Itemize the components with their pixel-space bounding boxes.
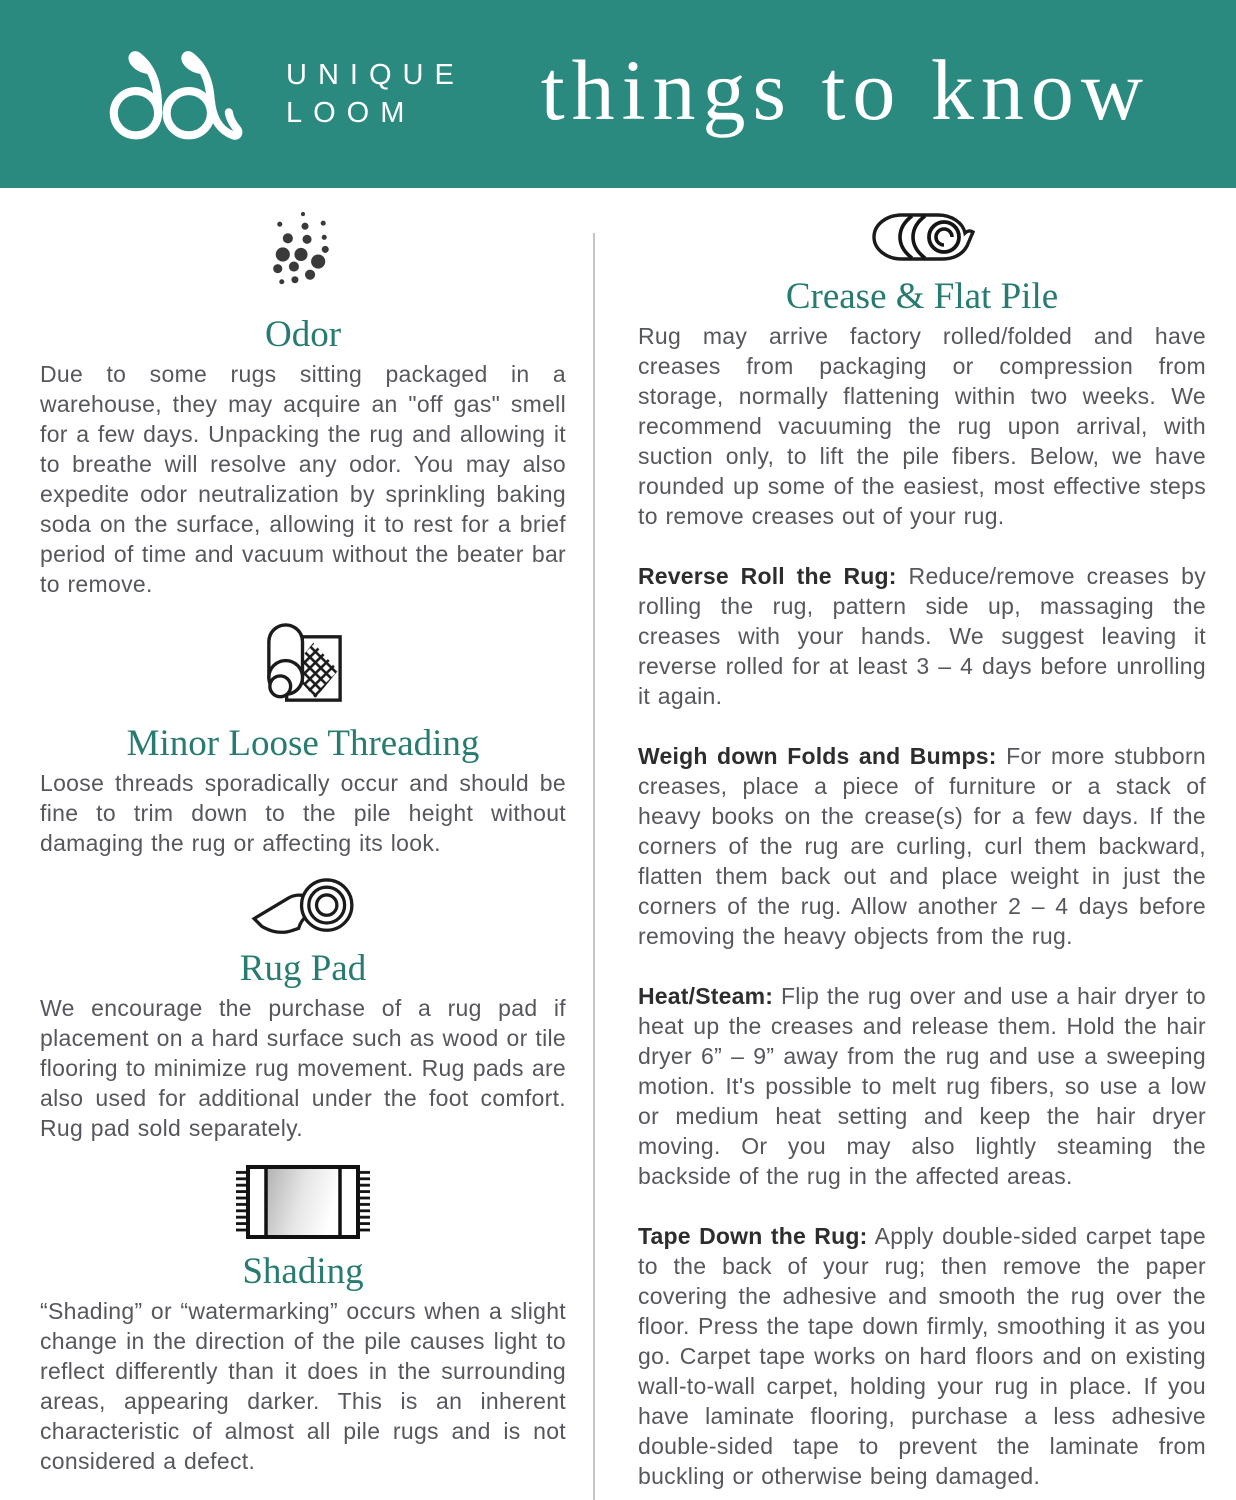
section-heading: Minor Loose Threading	[126, 723, 480, 764]
section-body: Loose threads sporadically occur and should be fine to trim down to the pile height without damaging the rug or affecting its look.	[40, 770, 566, 856]
rolled-rug-corner-icon	[40, 619, 566, 713]
right-column	[594, 188, 1236, 1491]
tip-text: Flip the rug over and use a hair dryer to heat up the creases and release them. Hold the hair dryer 6” – 9” away from the rug and use a sweeping motion. It's possible to melt rug fibers, so use a low or medium heat setting and keep the hair dryer moving. Or you may also lightly steaming the backside of the rug in the affected areas.	[638, 983, 1206, 1189]
unique-loom-logo-icon	[100, 45, 252, 143]
section-heading: Shading	[242, 1251, 364, 1292]
odor-dots-icon	[40, 208, 566, 304]
tip-label: Tape Down the Rug:	[638, 1223, 868, 1249]
rolled-rug-side-icon	[638, 208, 1206, 266]
tip-heat-steam	[638, 981, 1206, 1191]
page-title: things to know	[540, 42, 1150, 138]
section-body: We encourage the purchase of a rug pad if placement on a hard surface such as wood or tile flooring to minimize rug movement. Rug pads are also used for additional under the foot comfort. Rug pad sold separately.	[40, 995, 566, 1141]
section-heading: Crease & Flat Pile	[785, 276, 1059, 317]
tip-label: Heat/Steam:	[638, 983, 774, 1009]
tip-reverse-roll	[638, 561, 1206, 711]
tip-text: For more stubborn creases, place a piece of furniture or a stack of heavy books on the crease(s) for a few days. If the corners of the rug are curling, curl them backward, flatten them back out and place weight in just the corners of the rug. Allow another 2 – 4 days before removing the heavy objects from the rug.	[638, 743, 1206, 949]
section-heading: Rug Pad	[239, 948, 367, 989]
section-rug-pad	[40, 878, 566, 1143]
tip-text: Reduce/remove creases by rolling the rug, pattern side up, massaging the creases with your hands. We suggest leaving it reverse rolled for at least 3 – 4 days before unrolling it again.	[638, 563, 1207, 709]
brand-name	[286, 56, 465, 132]
header-banner	[0, 0, 1236, 188]
rug-pad-roll-icon	[40, 878, 566, 938]
tip-label: Reverse Roll the Rug:	[638, 563, 897, 589]
brand	[100, 45, 465, 143]
column-divider	[593, 233, 595, 1500]
section-heading: Odor	[264, 314, 342, 355]
brand-name-line1: UNIQUE	[286, 59, 465, 91]
brand-name-line2: LOOM	[286, 97, 416, 129]
section-body: Due to some rugs sitting packaged in a warehouse, they may acquire an "off gas" smell for a few days. Unpacking the rug and allowing it to breathe will resolve any odor. You may also expedite odor neutralization by sprinkling baking soda on the surface, allowing it to rest for a brief period of time and vacuum without the beater bar to remove.	[40, 361, 566, 597]
section-shading	[40, 1163, 566, 1476]
section-loose-threading	[40, 619, 566, 858]
tip-label: Weigh down Folds and Bumps:	[638, 743, 997, 769]
section-body: Rug may arrive factory rolled/folded and have creases from packaging or compression from storage, normally flattening within two weeks. We recommend vacuuming the rug upon arrival, with suction only, to lift the pile fibers. Below, we have rounded up some of the easiest, most effective steps to remove creases out of your rug.	[638, 323, 1206, 529]
tip-tape-down	[638, 1221, 1206, 1491]
section-body: “Shading” or “watermarking” occurs when a slight change in the direction of the pile causes light to reflect differently than it does in the surrounding areas, appearing darker. This is an inherent characteristic of almost all pile rugs and is not considered a defect.	[40, 1298, 566, 1474]
left-column	[0, 188, 594, 1491]
section-crease-flat-pile	[638, 208, 1206, 531]
tip-weigh-down	[638, 741, 1206, 951]
section-odor	[40, 208, 566, 599]
content-columns	[0, 188, 1236, 1491]
tip-text: Apply double-sided carpet tape to the back of your rug; then remove the paper covering the adhesive and smooth the rug over the floor. Press the tape down firmly, smoothing it as you go. Carpet tape works on hard floors and on existing wall-to-wall carpet, holding your rug in place. If you have laminate flooring, purchase a less adhesive double-sided tape to prevent the laminate from buckling or otherwise being damaged.	[638, 1223, 1206, 1489]
shaded-rug-icon	[40, 1163, 566, 1241]
